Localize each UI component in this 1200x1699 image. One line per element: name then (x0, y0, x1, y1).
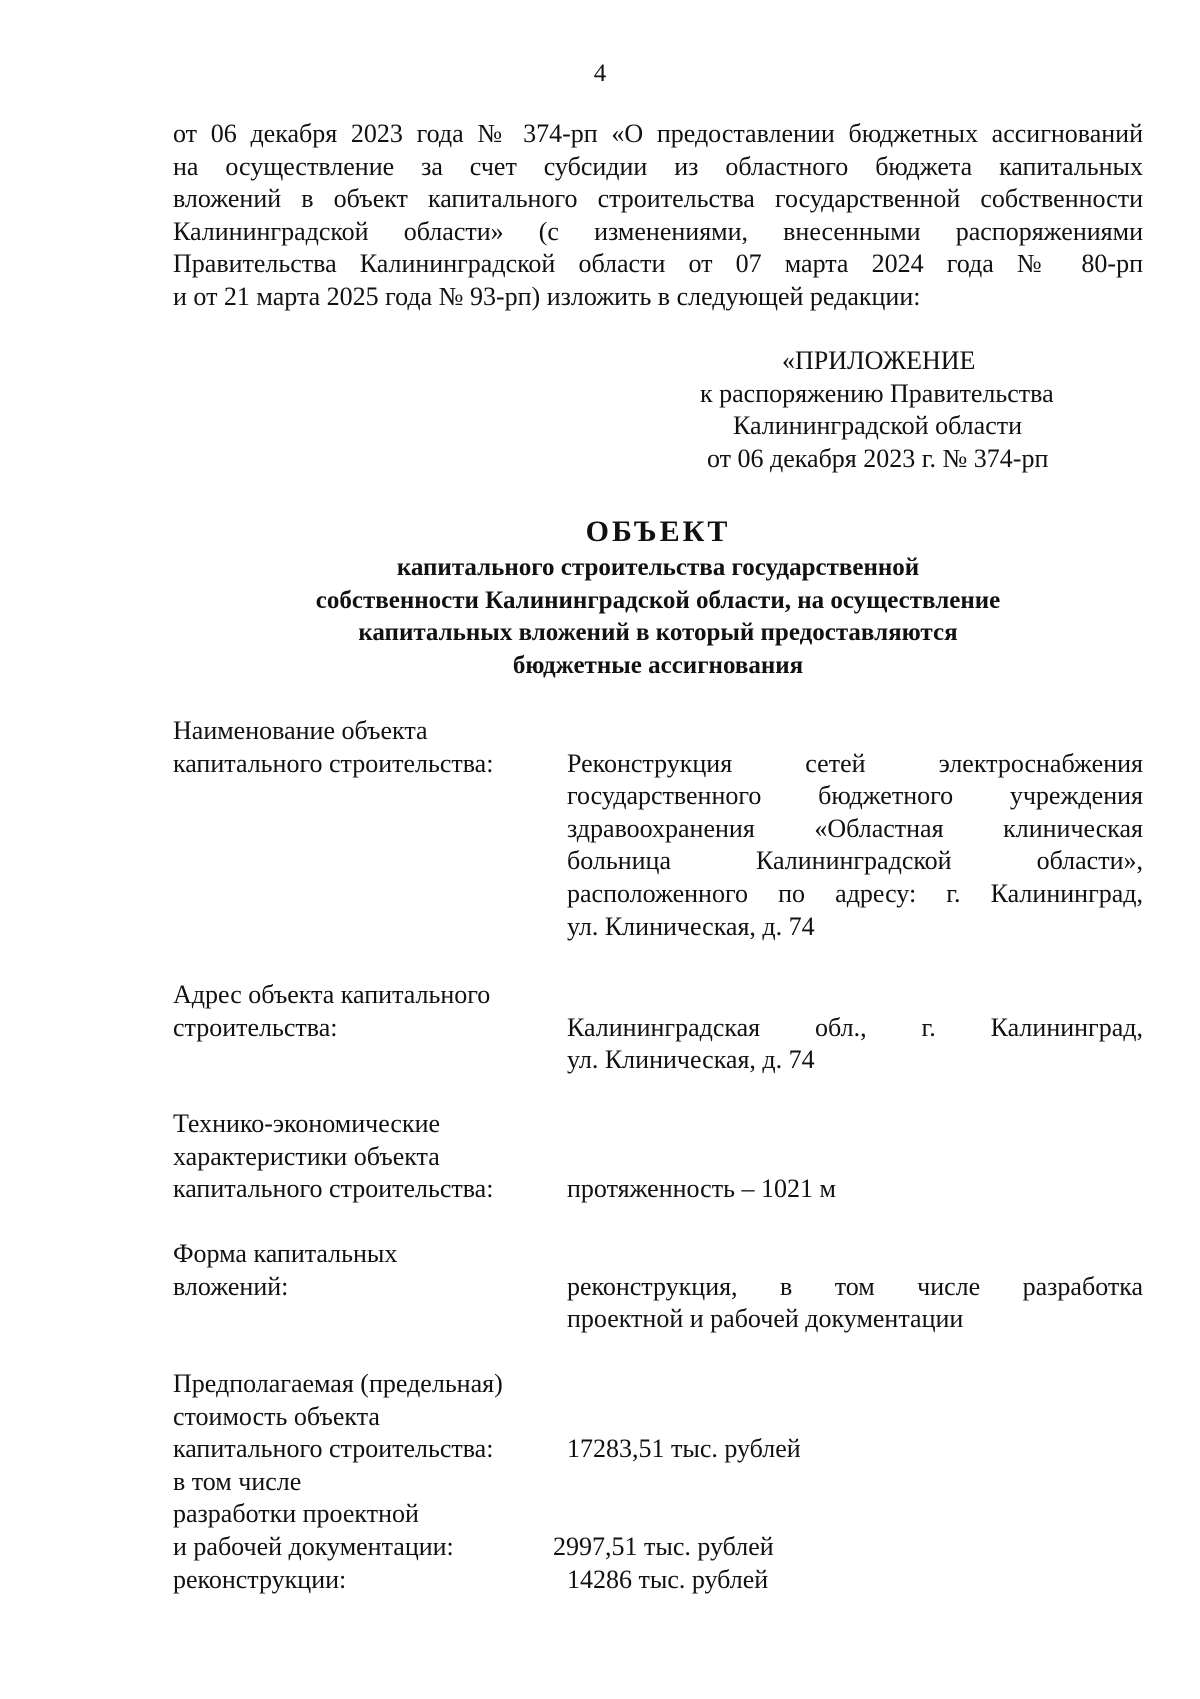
intro-line: и от 21 марта 2025 года № 93-рп) изложить в следующей редакции: (173, 281, 921, 311)
label-line: Адрес объекта капитального (173, 980, 491, 1009)
label-line: и рабочей документации: (173, 1531, 454, 1561)
field-value (567, 1173, 1143, 1206)
field-label (173, 979, 563, 1044)
value-line: ул. Клиническая, д. 74 (567, 1045, 815, 1075)
value-line: протяженность – 1021 м (567, 1174, 836, 1204)
page-number: 4 (593, 60, 607, 87)
field-label (173, 1368, 563, 1596)
field-value (567, 748, 1143, 944)
appendix-line: от 06 декабря 2023 г. № 374-рп (707, 443, 1049, 473)
subtitle-line: собственности Калининградской области, на осуществление (315, 586, 1001, 614)
field-value (567, 1271, 1143, 1336)
intro-line: Правительства Калининградской области от 07 марта 2024 года № 80-рп (173, 249, 1143, 279)
label-line: Наименование объекта (173, 716, 428, 745)
value-line: здравоохранения «Областная клиническая (567, 813, 1143, 843)
cost-total-value (567, 1433, 1143, 1466)
cost-design-value (553, 1531, 1129, 1564)
label-line: стоимость объекта (173, 1401, 380, 1431)
field-label (173, 715, 563, 780)
value-line: расположенного по адресу: г. Калининград, (567, 878, 1143, 908)
value-line: 14286 тыс. рублей (567, 1564, 769, 1594)
appendix-line: к распоряжению Правительства (700, 378, 1054, 408)
value-line: реконструкция, в том числе разработка (567, 1271, 1143, 1301)
label-line: капитального строительства: (173, 1434, 494, 1464)
subtitle-line: бюджетные ассигнования (512, 651, 804, 679)
document-subtitle (173, 552, 1143, 682)
appendix-line: Калининградской области (733, 411, 1023, 441)
value-line: 2997,51 тыс. рублей (553, 1532, 774, 1561)
appendix-heading: «ПРИЛОЖЕНИЕ (782, 346, 976, 375)
intro-line: на осуществление за счет субсидии из областного бюджета капитальных (173, 151, 1143, 181)
field-label (173, 1238, 563, 1303)
value-line: Реконструкция сетей электроснабжения (567, 748, 1143, 778)
label-line: реконструкции: (173, 1564, 347, 1594)
label-line: Предполагаемая (предельная) (173, 1369, 503, 1398)
label-line: капитального строительства: (173, 748, 494, 778)
field-value (567, 1012, 1143, 1077)
value-line: 17283,51 тыс. рублей (567, 1434, 801, 1464)
value-line: ул. Клиническая, д. 74 (567, 911, 815, 941)
appendix-header (700, 345, 1160, 475)
intro-line: от 06 декабря 2023 года № 374-рп «О предоставлении бюджетных ассигнований (173, 119, 1143, 148)
label-line: строительства: (173, 1012, 338, 1042)
document-title: ОБЪЕКТ (585, 515, 731, 548)
label-line: Технико-экономические (173, 1109, 441, 1138)
value-line: проектной и рабочей документации (567, 1304, 964, 1334)
cost-reconstruction-value (567, 1564, 1143, 1597)
subtitle-line: капитальных вложений в который предоставляются (358, 619, 958, 647)
label-line: капитального строительства: (173, 1174, 494, 1204)
intro-line: вложений в объект капитального строительства государственной собственности (173, 184, 1143, 214)
value-line: государственного бюджетного учреждения (567, 781, 1143, 811)
intro-paragraph (173, 118, 1143, 314)
value-line: больница Калининградской области», (567, 846, 1143, 876)
field-label (173, 1108, 563, 1206)
document-title-block (173, 512, 1143, 682)
value-line: Калининградская обл., г. Калининград, (567, 1012, 1143, 1042)
label-line: вложений: (173, 1271, 289, 1301)
intro-line: Калининградской области» (с изменениями, внесенными распоряжениями (173, 216, 1143, 246)
label-line: Форма капитальных (173, 1239, 398, 1268)
subtitle-line: капитального строительства государственной (396, 554, 920, 581)
label-line: характеристики объекта (173, 1141, 440, 1171)
label-line: в том числе (173, 1466, 302, 1496)
label-line: разработки проектной (173, 1499, 419, 1529)
